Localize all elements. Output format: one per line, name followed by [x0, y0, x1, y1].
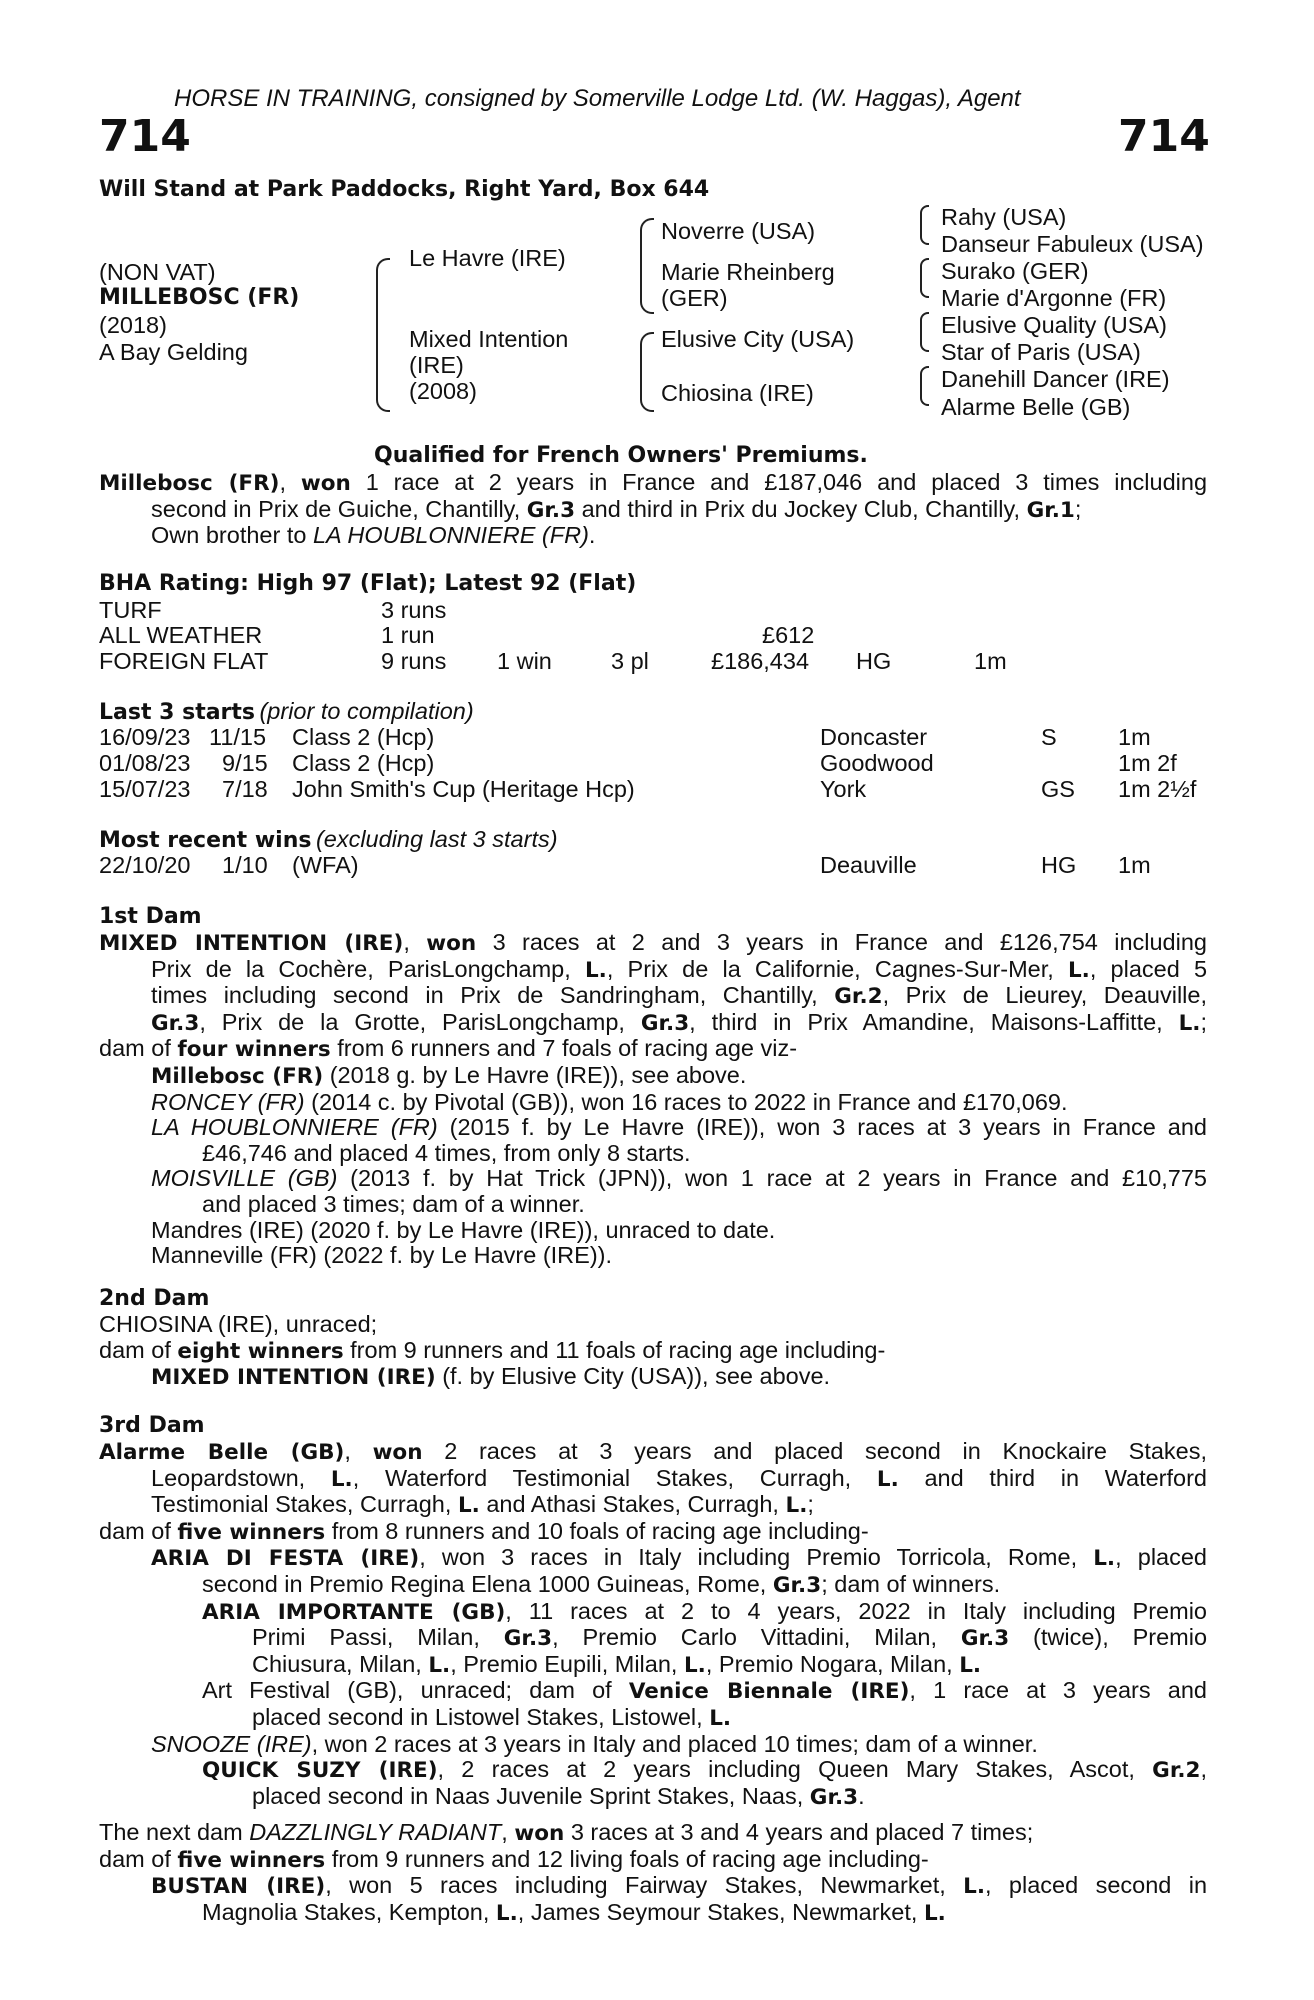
start-course: Goodwood [820, 750, 934, 776]
dam3-line-3: Testimonial Stakes, Curragh, L. and Athasi Stakes, Curragh, L.; [151, 1491, 814, 1519]
pedigree-sire-dam-line2: (GER) [661, 285, 728, 311]
pedigree-dds: Danehill Dancer (IRE) [941, 366, 1170, 392]
pedigree-sss: Rahy (USA) [941, 204, 1067, 230]
vat-status: (NON VAT) [99, 259, 216, 285]
dam3-importante-3: Chiusura, Milan, L., Premio Eupili, Milan, L., Premio Nogara, Milan, L. [252, 1650, 982, 1678]
horse-description: A Bay Gelding [99, 339, 248, 365]
dam3-art-1: Art Festival (GB), unraced; dam of Venice Biennale (IRE), 1 race at 3 years and [202, 1677, 1207, 1705]
dam3-aria-2: second in Premio Regina Elena 1000 Guineas, Rome, Gr.3; dam of winners. [202, 1570, 1001, 1598]
location-line: Will Stand at Park Paddocks, Right Yard, Box 644 [99, 177, 710, 202]
pedigree-sire-dam-line1: Marie Rheinberg [661, 259, 835, 285]
pedigree-dsd: Star of Paris (USA) [941, 339, 1141, 365]
dam3-quick-suzy-1: QUICK SUZY (IRE), 2 races at 2 years including Queen Mary Stakes, Ascot, Gr.2, [202, 1756, 1208, 1784]
rating-row-placed: 3 pl [611, 648, 649, 674]
start-position: 7/18 [222, 776, 268, 802]
summary-line-3: Own brother to LA HOUBLONNIERE (FR). [151, 522, 596, 549]
dam3-quick-suzy-2: placed second in Naas Juvenile Sprint Stakes, Naas, Gr.3. [252, 1782, 865, 1810]
dam3-importante-1: ARIA IMPORTANTE (GB), 11 races at 2 to 4 years, 2022 in Italy including Premio [202, 1597, 1207, 1625]
rating-row-wins: 1 win [497, 648, 552, 674]
dam2-line-2: dam of eight winners from 9 runners and 11 foals of racing age including- [99, 1336, 886, 1364]
win-distance: 1m [1118, 852, 1151, 878]
start-date: 01/08/23 [99, 750, 191, 776]
dam1-produce-6: Manneville (FR) (2022 f. by Le Havre (IRE)). [151, 1242, 613, 1269]
last-3-starts-heading: Last 3 starts (prior to compilation) [99, 698, 474, 725]
pedigree-ssd: Danseur Fabuleux (USA) [941, 231, 1204, 257]
win-date: 22/10/20 [99, 852, 191, 878]
pedigree-brace-sire [640, 218, 654, 314]
start-race: John Smith's Cup (Heritage Hcp) [292, 776, 635, 802]
rating-row-runs: 9 runs [381, 648, 447, 674]
win-race: (WFA) [292, 852, 359, 878]
rating-row-distance: 1m [974, 648, 1007, 674]
rating-row-type: ALL WEATHER [99, 622, 263, 648]
dam1-line-2: Prix de la Cochère, ParisLongchamp, L., Prix de la Californie, Cagnes-Sur-Mer, L., placed 5 [151, 955, 1208, 983]
racing-summary [99, 470, 1207, 549]
summary-line-2: second in Prix de Guiche, Chantilly, Gr.3 and third in Prix du Jockey Club, Chantilly, Gr.1; [151, 495, 1082, 523]
pedigree-dam-line3: (2008) [409, 378, 477, 404]
dam3-importante-2: Primi Passi, Milan, Gr.3, Premio Carlo Vittadini, Milan, Gr.3 (twice), Premio [252, 1624, 1208, 1652]
start-distance: 1m 2½f [1118, 776, 1197, 802]
pedigree-ddd: Alarme Belle (GB) [941, 394, 1131, 420]
start-distance: 1m 2f [1118, 750, 1177, 776]
start-course: Doncaster [820, 724, 928, 750]
dam1-produce-1: Millebosc (FR) (2018 g. by Le Havre (IRE)), see above. [151, 1061, 747, 1089]
next-dam-section [99, 1820, 1207, 1926]
pedigree-brace-dam [640, 332, 654, 412]
start-date: 16/09/23 [99, 724, 191, 750]
win-position: 1/10 [222, 852, 268, 878]
horse-name: MILLEBOSC (FR) [99, 285, 300, 310]
pedigree-dam-line2: (IRE) [409, 352, 464, 378]
first-dam-section [99, 930, 1207, 1269]
dam1-line-1: MIXED INTENTION (IRE), won 3 races at 2 and 3 years in France and £126,754 including [99, 929, 1207, 956]
start-position: 9/15 [222, 750, 268, 776]
start-course: York [820, 776, 867, 802]
start-going: GS [1041, 776, 1075, 802]
start-date: 15/07/23 [99, 776, 191, 802]
dam1-line-4: Gr.3, Prix de la Grotte, ParisLongchamp, Gr.3, third in Prix Amandine, Maisons-Laffitte, L.; [151, 1008, 1208, 1036]
nextdam-bustan-2: Magnolia Stakes, Kempton, L., James Seymour Stakes, Newmarket, L. [202, 1898, 946, 1926]
rating-row-runs: 3 runs [381, 597, 447, 623]
dam1-produce-3: LA HOUBLONNIERE (FR) (2015 f. by Le Havre (IRE)), won 3 races at 3 years in France and [151, 1114, 1208, 1141]
win-going: HG [1041, 852, 1077, 878]
dam1-line-3: times including second in Prix de Sandringham, Chantilly, Gr.2, Prix de Lieurey, Deauville, [151, 982, 1207, 1010]
rating-row-type: FOREIGN FLAT [99, 648, 269, 674]
nextdam-line-2: dam of five winners from 9 runners and 12 living foals of racing age including- [99, 1845, 929, 1873]
consignment-line: HORSE IN TRAINING, consigned by Somerville Lodge Ltd. (W. Haggas), Agent [174, 85, 1021, 112]
pedigree-brace-sd [920, 258, 929, 298]
nextdam-bustan-1: BUSTAN (IRE), won 5 races including Fairway Stakes, Newmarket, L., placed second in [151, 1872, 1208, 1900]
pedigree-sire-sire: Noverre (USA) [661, 218, 816, 244]
dam3-art-2: placed second in Listowel Stakes, Listowel, L. [252, 1703, 732, 1731]
dam1-produce-4: MOISVILLE (GB) (2013 f. by Hat Trick (JPN)), won 1 race at 2 years in France and £10,775 [151, 1165, 1208, 1192]
win-course: Deauville [820, 852, 917, 878]
pedigree-sds: Surako (GER) [941, 258, 1089, 284]
second-dam-section [99, 1312, 1207, 1391]
dam1-produce-3b: £46,746 and placed 4 times, from only 8 starts. [202, 1139, 691, 1166]
pedigree-brace-dd [920, 366, 929, 406]
nextdam-line-1: The next dam DAZZLINGLY RADIANT, won 3 races at 3 and 4 years and placed 7 times; [99, 1819, 1034, 1846]
dam2-line-1: CHIOSINA (IRE), unraced; [99, 1311, 378, 1337]
dam3-snooze: SNOOZE (IRE), won 2 races at 3 years in Italy and placed 10 times; dam of a winner. [151, 1730, 1038, 1757]
dam3-aria-1: ARIA DI FESTA (IRE), won 3 races in Italy including Premio Torricola, Rome, L., placed [151, 1544, 1207, 1572]
qualified-note: Qualified for French Owners' Premiums. [374, 443, 868, 468]
rating-row-going: HG [856, 648, 892, 674]
rating-row-runs: 1 run [381, 622, 435, 648]
dam2-line-3: MIXED INTENTION (IRE) (f. by Elusive City (USA)), see above. [151, 1363, 831, 1391]
start-race: Class 2 (Hcp) [292, 724, 435, 750]
bha-rating-heading: BHA Rating: High 97 (Flat); Latest 92 (Flat) [99, 571, 637, 596]
pedigree-dss: Elusive Quality (USA) [941, 312, 1167, 338]
dam1-produce-4b: and placed 3 times; dam of a winner. [202, 1190, 585, 1217]
rating-row-money: £612 [762, 622, 815, 648]
rating-row-type: TURF [99, 597, 162, 623]
pedigree-sdd: Marie d'Argonne (FR) [941, 285, 1167, 311]
dam1-line-5: dam of four winners from 6 runners and 7 foals of racing age viz- [99, 1035, 798, 1063]
pedigree-dam-line1: Mixed Intention [409, 326, 569, 352]
pedigree-brace-main [376, 258, 390, 412]
pedigree-dam-dam: Chiosina (IRE) [661, 380, 814, 406]
start-distance: 1m [1118, 724, 1151, 750]
foaling-year: (2018) [99, 312, 167, 338]
lot-number-left: 714 [99, 111, 191, 162]
start-race: Class 2 (Hcp) [292, 750, 435, 776]
pedigree-brace-ds [920, 312, 929, 352]
dam3-line-1: Alarme Belle (GB), won 2 races at 3 years and placed second in Knockaire Stakes, [99, 1438, 1208, 1465]
third-dam-heading: 3rd Dam [99, 1413, 205, 1438]
pedigree-brace-ss [920, 205, 929, 245]
dam3-line-4: dam of five winners from 8 runners and 10 foals of racing age including- [99, 1517, 869, 1545]
lot-number-right: 714 [1118, 111, 1210, 162]
dam1-produce-2: RONCEY (FR) (2014 c. by Pivotal (GB)), won 16 races to 2022 in France and £170,069. [151, 1088, 1068, 1115]
third-dam-section [99, 1439, 1207, 1810]
start-position: 11/15 [209, 724, 267, 750]
summary-line-1: Millebosc (FR), won 1 race at 2 years in France and £187,046 and placed 3 times including [99, 469, 1208, 496]
dam3-line-2: Leopardstown, L., Waterford Testimonial Stakes, Curragh, L. and third in Waterford [151, 1464, 1208, 1492]
rating-row-money: £186,434 [711, 648, 810, 674]
pedigree-dam-sire: Elusive City (USA) [661, 326, 855, 352]
recent-wins-heading: Most recent wins (excluding last 3 starts) [99, 826, 558, 853]
first-dam-heading: 1st Dam [99, 904, 202, 929]
start-going: S [1041, 724, 1057, 750]
dam1-produce-5: Mandres (IRE) (2020 f. by Le Havre (IRE)), unraced to date. [151, 1216, 776, 1243]
pedigree-sire: Le Havre (IRE) [409, 245, 566, 271]
second-dam-heading: 2nd Dam [99, 1286, 210, 1311]
